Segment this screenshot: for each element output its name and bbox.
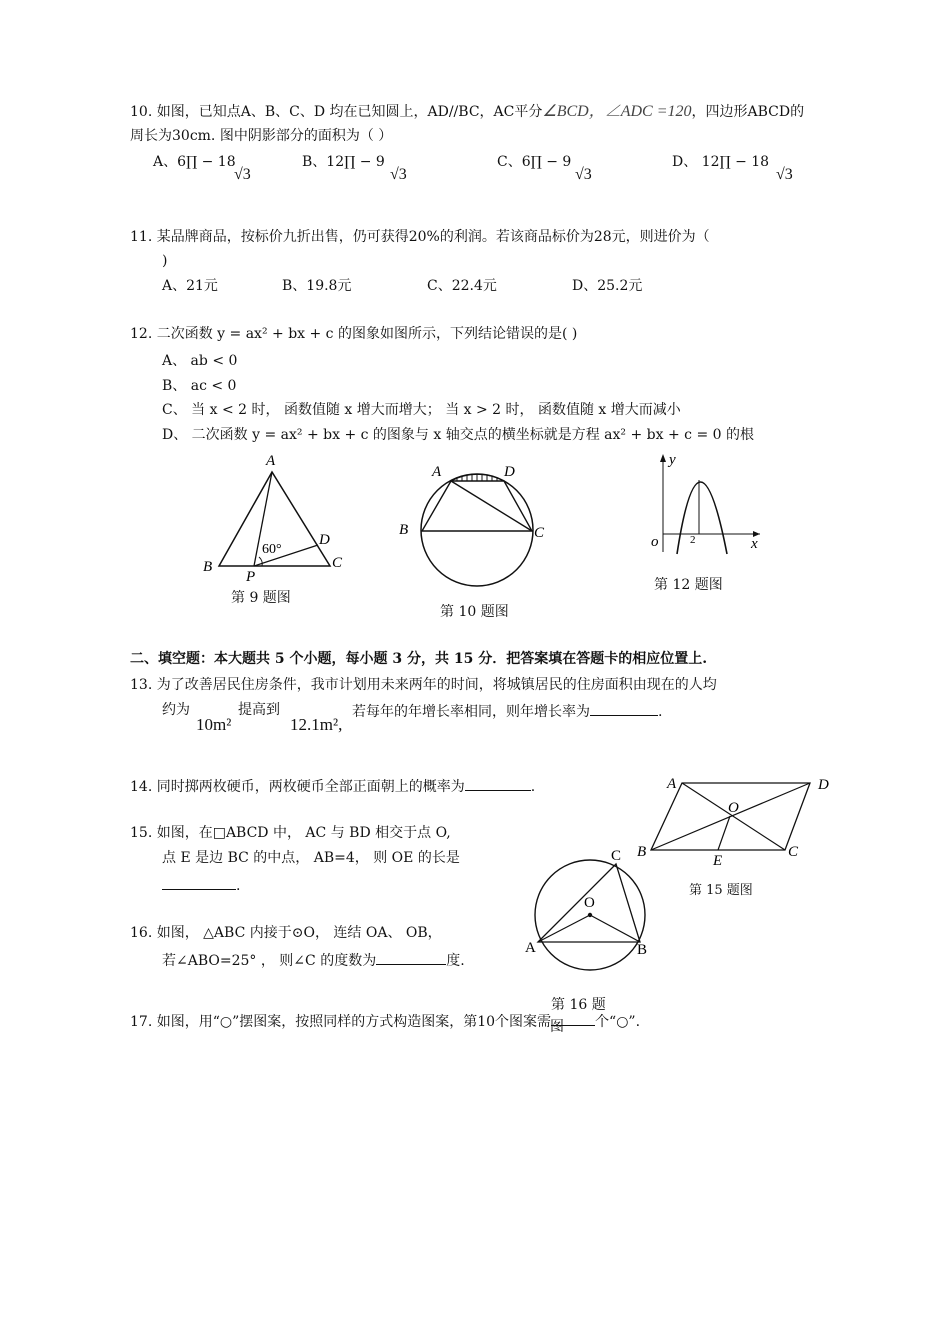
figure-9 [195,450,355,600]
q13-text-c [352,703,662,719]
figure-15 [630,768,840,868]
q14-line1 [130,778,535,794]
fig15-label-b: B [637,844,647,860]
q10-sqrt-c: √3 [575,166,592,183]
fig15-label-a: A [667,776,677,792]
q10-option-b: B、12∏ − 9 [302,154,385,170]
q10-text-b: ，四边形ABCD的 [691,104,805,120]
fig15-caption: 第 15 题图 [689,883,753,898]
fig12-label-2: 2 [690,534,696,546]
q11-option-b: B、19.8元 [282,278,352,294]
q16-answer-blank[interactable] [376,952,446,965]
fig9-label-a: A [266,453,276,469]
fig12-label-y: y [669,452,676,468]
q13-value-1: 10m² [196,715,232,734]
q15-line2: 点 E 是边 BC 的中点， AB=4， 则 OE 的长是 [162,850,460,866]
q10-sqrt-b: √3 [390,166,407,183]
q10-line1 [130,104,804,120]
fig10-caption: 第 10 题图 [440,604,509,620]
q17-line1 [130,1013,640,1029]
q10-option-a: A、6∏ − 18 [153,154,236,170]
q12-option-a: A、 ab < 0 [162,353,238,369]
fig16-label-b: B [637,942,648,958]
q14-answer-blank[interactable] [465,778,531,791]
q10-sqrt-d: √3 [776,166,793,183]
figure-16 [520,842,660,977]
q11-option-a: A、21元 [162,278,218,294]
q12-option-b: B、 ac < 0 [162,378,237,394]
fig10-label-d: D [504,464,515,480]
fig15-label-o: O [728,800,739,816]
fig9-label-p: P [246,569,256,585]
figure-10 [395,455,555,595]
q16-text-a: 若∠ABO=25° ， 则∠C 的度数为 [162,953,377,969]
q13-text-c-label: 若每年的年增长率相同，则年增长率为 [352,704,590,720]
fig10-label-c: C [534,525,545,541]
fig16-caption-line2: 图 [550,1019,564,1035]
q15-line3 [162,877,240,893]
q13-end: . [658,704,663,720]
q12-line1: 12. 二次函数 y = ax² + bx + c 的图象如图所示，下列结论错误的是( ) [130,326,578,342]
figure-12 [645,450,765,560]
q10-line2: 周长为30cm. 图中阴影部分的面积为（ ） [130,128,393,144]
q17-text-a: 17. 如图，用“○”摆图案，按照同样的方式构造图案，第10个图案需 [130,1014,552,1030]
q15-line1: 15. 如图，在□ABCD 中， AC 与 BD 相交于点 O, [130,825,451,841]
q11-line1: 11. 某品牌商品，按标价九折出售，仍可获得20%的利润。若该商品标价为28元，则进价为（ [130,229,710,245]
fig16-label-c: C [611,848,622,864]
q10-angle: ∠BCD，∠ADC =120 [542,103,692,120]
q13-text-a: 约为 [162,702,190,718]
q16-line1: 16. 如图， △ABC 内接于⊙O， 连结 OA、 OB， [130,925,442,941]
q13-answer-blank[interactable] [590,703,658,716]
fig9-label-d: D [319,532,330,548]
q10-sqrt-a: √3 [234,166,251,183]
fig15-label-c: C [788,844,799,860]
fig9-label-c: C [332,555,343,571]
fig10-label-b: B [399,522,409,538]
q17-text-b: 个“○”. [595,1014,641,1030]
q13-value-2: 12.1m², [290,715,343,734]
q14-text: 14. 同时掷两枚硬币，两枚硬币全部正面朝上的概率为 [130,779,465,795]
section2-title: 二、填空题：本大题共 5 个小题，每小题 3 分，共 15 分．把答案填在答题卡的相应位置上. [130,651,708,667]
q11-option-c: C、22.4元 [427,278,497,294]
q14-end: . [530,779,536,795]
fig12-caption: 第 12 题图 [654,577,723,593]
fig16-caption-line1: 第 16 题 [551,997,606,1013]
q12-option-d: D、 二次函数 y = ax² + bx + c 的图象与 x 轴交点的横坐标就是方程 ax² + bx + c = 0 的根 [162,427,754,443]
fig15-label-d: D [818,777,829,793]
q16-text-b: 度. [446,953,465,969]
q15-answer-blank[interactable] [162,877,236,890]
fig9-caption: 第 9 题图 [231,590,291,606]
q11-line2: ) [162,253,168,269]
q11-option-d: D、25.2元 [572,278,643,294]
fig16-label-o: O [584,895,595,911]
q12-option-c: C、 当 x < 2 时， 函数值随 x 增大而增大； 当 x > 2 时， 函数值随 x 增大而减小 [162,402,681,418]
fig10-label-a: A [432,464,442,480]
q13-text-b: 提高到 [238,702,280,718]
fig12-label-o: o [651,534,659,550]
fig16-label-a: A [525,940,536,956]
q17-answer-blank[interactable] [551,1013,595,1026]
fig12-label-x: x [751,536,758,552]
fig15-label-e: E [713,853,723,868]
q10-option-d: D、 12∏ − 18 [672,154,770,170]
q10-text-a: 10. 如图，已知点A、B、C、D 均在已知圆上，AD//BC，AC平分 [130,104,543,120]
q16-line2 [162,952,465,968]
fig9-angle-label: 60° [262,542,282,557]
q13-line1: 13. 为了改善居民住房条件，我市计划用未来两年的时间，将城镇居民的住房面积由现在的人均 [130,677,717,693]
q15-end: . [236,878,241,894]
q10-option-c: C、6∏ − 9 [497,154,572,170]
fig9-label-b: B [203,559,213,575]
